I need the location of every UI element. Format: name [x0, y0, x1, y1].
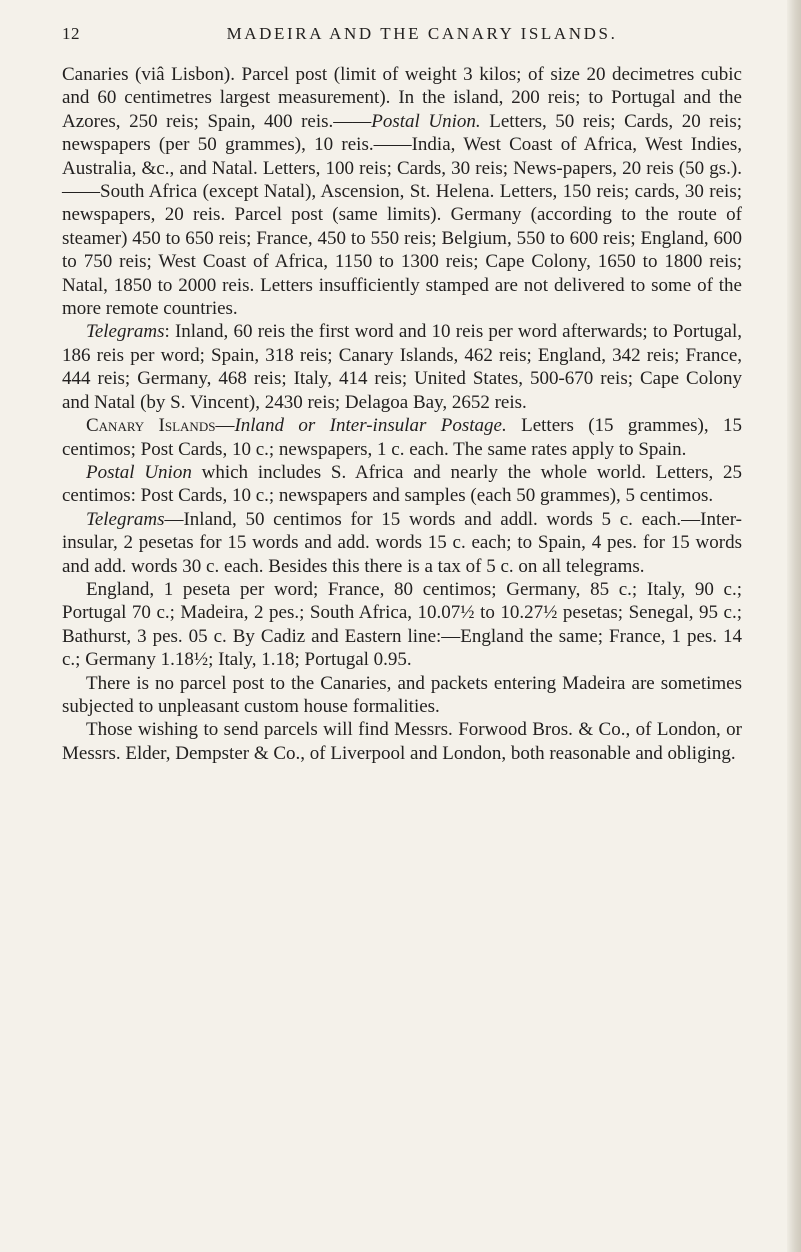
- page-number: 12: [62, 24, 80, 43]
- inter-insular-heading: Inland or Inter-insular Postage.: [234, 415, 507, 437]
- text-span: Letters, 50 reis; Cards, 20 reis; newspapers (per 50 grammes), 10 reis.: [62, 110, 743, 156]
- dash: ——: [373, 134, 412, 156]
- text-span: India, West Coast of Africa, West Indies, Australia, &c., and Natal. Letters, 100 reis; Cards, 30 reis; News-papers, 20 reis (50 gs.).: [62, 134, 742, 179]
- text-span: South Africa (except Natal), Ascension, St. Helena. Letters, 150 reis; cards, 30 reis; newspapers, 20 reis. Parcel post (same limits). Germany (according to the route of steamer) 450 to 650 reis; France, 450 to 550 reis; Belgium, 550 to 600 reis; England, 600 to 750 reis; West Coast of Africa, 1150 to 1300 reis; Cape Colony, 1650 to 1800 reis; Natal, 1850 to 2000 reis. Letters insufficiently stamped are not delivered to some of the more remote countries.: [62, 181, 742, 320]
- paragraph-telegram-rates: England, 1 peseta per word; France, 80 centimos; Germany, 85 c.; Italy, 90 c.; Portugal 70 c.; Madeira, 2 pes.; South Africa, 10.07½ to 10.27½ pesetas; Senegal, 95 c.; Bathurst, 3 pes. 05 c. By Cadiz and Eastern line:—England the same; France, 1 pes. 14 c.; Germany 1.18½; Italy, 1.18; Portugal 0.95.: [62, 578, 742, 671]
- telegrams-heading: Telegrams: [86, 321, 165, 343]
- text-span: : Inland, 60 reis the first word and 10 reis per word afterwards; to Portugal, 186 reis per word; Spain, 318 reis; Canary Islands, 462 reis; England, 342 reis; France, 444 reis; Germany, 468 reis; Italy, 414 reis; United States, 500-670 reis; Cape Colony and Natal (by S. Vincent), 2430 reis; Delagoa Bay, 2652 reis.: [62, 321, 742, 413]
- paragraph-forwarding-agents: Those wishing to send parcels will find Messrs. Forwood Bros. & Co., of London, or Messrs. Elder, Dempster & Co., of Liverpool and London, both reasonable and obliging.: [62, 719, 742, 764]
- paragraph-parcel-post: There is no parcel post to the Canaries, and packets entering Madeira are sometimes subjected to unpleasant custom house formalities.: [62, 672, 742, 717]
- dash: —: [215, 415, 235, 437]
- text-span: which includes S. Africa and nearly the whole world. Letters, 25 centimos: Post Cards, 10 c.; newspapers and samples (each 50 grammes), 5 centimos.: [62, 461, 743, 507]
- postal-union-heading: Postal Union: [86, 461, 192, 483]
- telegrams-heading: Telegrams: [86, 508, 165, 530]
- dash: ——: [62, 181, 100, 203]
- body-text: [62, 63, 742, 765]
- page-header: [62, 24, 742, 50]
- paragraph-telegrams: [62, 320, 742, 414]
- text-span: —Inland, 50 centimos for 15 words and addl. words 5 c. each.—Inter-insular, 2 pesetas for 15 words and add. words 15 c. each; to Spain, 4 pes. for 15 words and add. words 30 c. each. Besides this there is a tax of 5 c. on all telegrams.: [62, 508, 742, 577]
- paragraph-postal-union: [62, 461, 742, 508]
- postal-union-heading: Postal Union.: [371, 110, 481, 132]
- canary-islands-heading: Canary Islands: [86, 415, 216, 437]
- dash: ——: [333, 110, 372, 132]
- paragraph-postal-rates: [62, 63, 742, 320]
- paragraph-telegrams-canary: [62, 508, 742, 578]
- page-edge: [787, 0, 801, 1252]
- text-span: Letters (15 grammes), 15 centimos; Post Cards, 10 c.; newspapers, 1 c. each. The same rates apply to Spain.: [62, 415, 742, 460]
- running-title: MADEIRA AND THE CANARY ISLANDS.: [226, 24, 618, 43]
- text-span: Canaries (viâ Lisbon). Parcel post (limit of weight 3 kilos; of size 20 decimetres cubic and 60 centimetres largest measurement). In the island, 200 reis; to Portugal and the Azores, 250 reis; Spain, 400 reis.: [62, 64, 742, 132]
- paragraph-canary-postage: [62, 414, 742, 461]
